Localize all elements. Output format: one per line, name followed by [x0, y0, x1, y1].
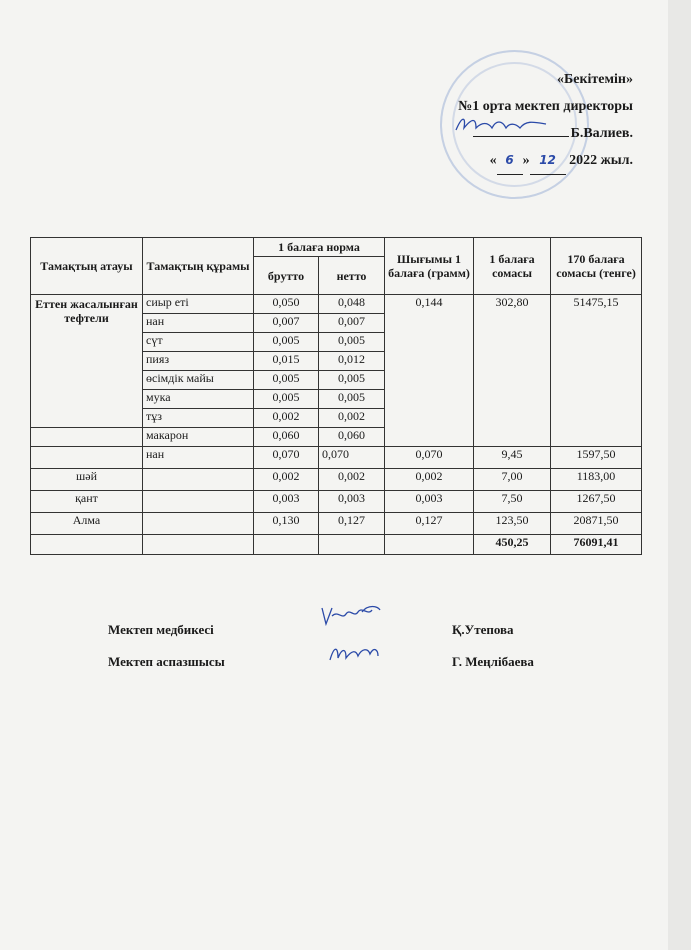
ingredient-net: 0,005 — [319, 390, 385, 409]
table-row — [31, 513, 642, 535]
empty-cell — [254, 535, 319, 555]
staff-name-cook: Г. Меңлібаева — [452, 654, 534, 669]
side-name: макарон — [143, 428, 254, 447]
row-dish: Алма — [31, 513, 143, 535]
row-cost-one: 7,50 — [474, 491, 551, 513]
ingredient-name: өсімдік майы — [143, 371, 254, 390]
total-cost-one: 450,25 — [474, 535, 551, 555]
ingredient-net: 0,048 — [319, 295, 385, 314]
header-cost-total: 170 балаға сомасы (тенге) — [551, 238, 642, 295]
row-cost-total: 1597,50 — [551, 447, 642, 469]
row-cost-total: 20871,50 — [551, 513, 642, 535]
ingredient-gross: 0,002 — [254, 409, 319, 428]
ingredient-net: 0,005 — [319, 333, 385, 352]
header-cost-one: 1 балаға сомасы — [474, 238, 551, 295]
row-cost-one: 123,50 — [474, 513, 551, 535]
row-net: 0,127 — [319, 513, 385, 535]
empty-cell — [385, 535, 474, 555]
ingredient-name: нан — [143, 314, 254, 333]
approval-date: « 6 » 12 2022 жыл. — [458, 147, 633, 175]
ingredient-name: сүт — [143, 333, 254, 352]
ingredient-name: сиыр еті — [143, 295, 254, 314]
ingredient-net: 0,012 — [319, 352, 385, 371]
main-dish-cost-total: 51475,15 — [551, 295, 642, 447]
row-cost-total: 1183,00 — [551, 469, 642, 491]
table-row — [31, 491, 642, 513]
row-gross: 0,130 — [254, 513, 319, 535]
ingredient-name: пияз — [143, 352, 254, 371]
header-gross: брутто — [254, 257, 319, 295]
row-comp — [143, 491, 254, 513]
row-output: 0,003 — [385, 491, 474, 513]
header-norm: 1 балаға норма — [254, 238, 385, 257]
staff-role-nurse: Мектеп медбикесі — [108, 622, 214, 637]
header-dish: Тамақтың атауы — [31, 238, 143, 295]
approval-title: «Бекітемін» — [556, 72, 633, 87]
ingredient-gross: 0,007 — [254, 314, 319, 333]
header-net: нетто — [319, 257, 385, 295]
empty-cell — [31, 535, 143, 555]
table-row — [31, 295, 642, 314]
ingredient-gross: 0,050 — [254, 295, 319, 314]
row-comp — [143, 513, 254, 535]
empty-cell — [31, 428, 143, 447]
approval-position: №1 орта мектеп директоры — [458, 99, 633, 114]
row-net: 0,003 — [319, 491, 385, 513]
row-dish: шәй — [31, 469, 143, 491]
row-gross: 0,003 — [254, 491, 319, 513]
menu-table — [30, 237, 642, 555]
director-name: Б.Валиев. — [570, 126, 633, 141]
ingredient-gross: 0,005 — [254, 333, 319, 352]
ingredient-gross: 0,015 — [254, 352, 319, 371]
main-dish-name: Еттен жасалынған тефтели — [31, 295, 143, 428]
ingredient-name: тұз — [143, 409, 254, 428]
empty-cell — [319, 535, 385, 555]
row-net: 0,002 — [319, 469, 385, 491]
row-cost-one: 7,00 — [474, 469, 551, 491]
page-edge — [668, 0, 691, 950]
row-net: 0,070 — [319, 447, 385, 469]
row-gross: 0,070 — [254, 447, 319, 469]
header-output: Шығымы 1 балаға (грамм) — [385, 238, 474, 295]
row-cost-total: 1267,50 — [551, 491, 642, 513]
ingredient-name: мука — [143, 390, 254, 409]
empty-cell — [143, 535, 254, 555]
staff-role-cook: Мектеп аспазшысы — [108, 654, 225, 669]
main-dish-cost-one: 302,80 — [474, 295, 551, 447]
ingredient-net: 0,005 — [319, 371, 385, 390]
row-gross: 0,002 — [254, 469, 319, 491]
ingredient-gross: 0,005 — [254, 371, 319, 390]
side-gross: 0,060 — [254, 428, 319, 447]
row-dish: қант — [31, 491, 143, 513]
main-dish-output: 0,144 — [385, 295, 474, 447]
header-composition: Тамақтың құрамы — [143, 238, 254, 295]
date-year: 2022 жыл. — [569, 153, 633, 168]
ingredient-net: 0,002 — [319, 409, 385, 428]
row-output: 0,127 — [385, 513, 474, 535]
date-month: 12 — [539, 153, 556, 167]
row-dish — [31, 447, 143, 469]
row-output: 0,070 — [385, 447, 474, 469]
ingredient-gross: 0,005 — [254, 390, 319, 409]
row-comp — [143, 469, 254, 491]
staff-name-nurse: Қ.Утепова — [452, 622, 514, 637]
cook-signature — [326, 640, 382, 666]
side-net: 0,060 — [319, 428, 385, 447]
table-row — [31, 469, 642, 491]
date-day: 6 — [505, 153, 514, 167]
director-signature — [452, 112, 552, 138]
row-comp: нан — [143, 447, 254, 469]
row-output: 0,002 — [385, 469, 474, 491]
table-row — [31, 447, 642, 469]
totals-row — [31, 535, 642, 555]
nurse-signature — [318, 602, 388, 634]
row-cost-one: 9,45 — [474, 447, 551, 469]
ingredient-net: 0,007 — [319, 314, 385, 333]
total-cost-total: 76091,41 — [551, 535, 642, 555]
